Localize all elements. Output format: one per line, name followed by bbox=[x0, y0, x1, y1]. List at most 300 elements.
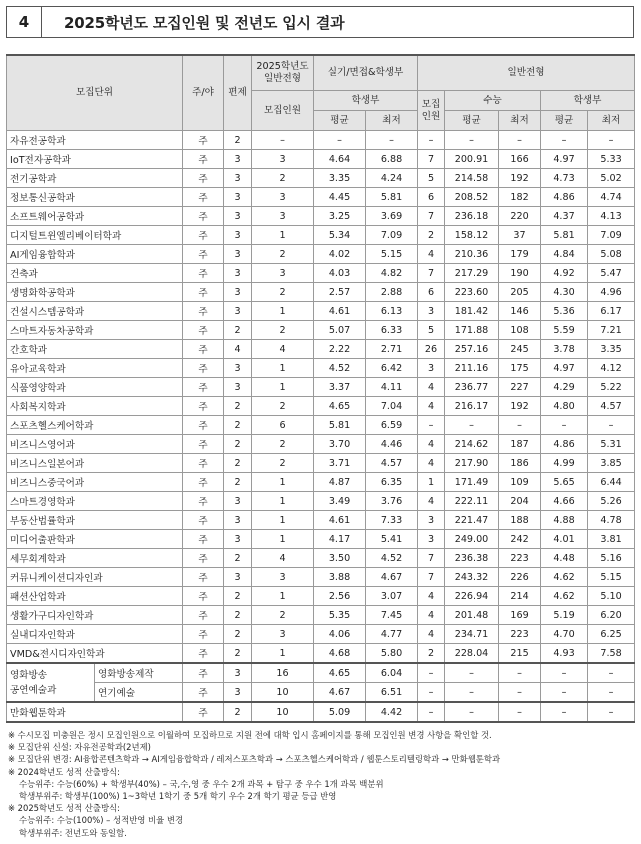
transfer: 3 bbox=[224, 188, 252, 207]
table-row bbox=[7, 321, 635, 340]
plan-count: 1 bbox=[252, 378, 314, 397]
header-min: 최저 bbox=[366, 111, 418, 131]
general-count: 4 bbox=[418, 587, 445, 606]
transfer: 4 bbox=[224, 340, 252, 359]
header-practical-record: 학생부 bbox=[314, 91, 418, 111]
day-night: 주 bbox=[183, 625, 224, 644]
record-avg: 4.84 bbox=[541, 245, 588, 264]
record-min: 7.09 bbox=[588, 226, 635, 245]
record-avg: 4.93 bbox=[541, 644, 588, 664]
unit-name: 비즈니스일본어과 bbox=[7, 454, 183, 473]
table-row bbox=[7, 226, 635, 245]
header-general-count: 모집 인원 bbox=[418, 91, 445, 131]
transfer: 3 bbox=[224, 169, 252, 188]
footnote-line: 학생부위주: 학생부(100%) 1~3학년 1학기 중 5개 학기 우수 2개 학기 평균 등급 반영 bbox=[19, 791, 337, 802]
day-night: 주 bbox=[183, 131, 224, 150]
transfer: 2 bbox=[224, 473, 252, 492]
practical-min: 6.51 bbox=[366, 683, 418, 703]
suneung-avg: 226.94 bbox=[445, 587, 499, 606]
transfer: 3 bbox=[224, 226, 252, 245]
day-night: 주 bbox=[183, 606, 224, 625]
table-row bbox=[7, 587, 635, 606]
day-night: 주 bbox=[183, 340, 224, 359]
suneung-min: 205 bbox=[499, 283, 541, 302]
practical-min: 4.82 bbox=[366, 264, 418, 283]
record-min: – bbox=[588, 663, 635, 683]
practical-avg: 3.71 bbox=[314, 454, 366, 473]
suneung-avg: 200.91 bbox=[445, 150, 499, 169]
table-row bbox=[7, 568, 635, 587]
header-min: 최저 bbox=[588, 111, 635, 131]
general-count: 4 bbox=[418, 245, 445, 264]
record-min: 3.35 bbox=[588, 340, 635, 359]
practical-min: 7.45 bbox=[366, 606, 418, 625]
unit-name: 부동산법률학과 bbox=[7, 511, 183, 530]
practical-avg: 5.09 bbox=[314, 702, 366, 722]
suneung-min: 182 bbox=[499, 188, 541, 207]
footnotes bbox=[8, 729, 634, 839]
suneung-min: 192 bbox=[499, 397, 541, 416]
suneung-min: 179 bbox=[499, 245, 541, 264]
record-avg: 5.59 bbox=[541, 321, 588, 340]
day-night: 주 bbox=[183, 283, 224, 302]
plan-count: 4 bbox=[252, 549, 314, 568]
table-row bbox=[7, 245, 635, 264]
unit-name: 비즈니스중국어과 bbox=[7, 473, 183, 492]
practical-min: 6.13 bbox=[366, 302, 418, 321]
unit-name: 전기공학과 bbox=[7, 169, 183, 188]
record-avg: 5.36 bbox=[541, 302, 588, 321]
table-row bbox=[7, 264, 635, 283]
footnote-line: ※ 모집단위 변경: AI융합콘텐츠학과 → AI게임융합학과 / 레저스포츠학과 → 스포츠헬스케어학과 / 웹툰스토리텔링학과 → 만화웹툰학과 bbox=[8, 754, 501, 765]
header-transfer: 편제 bbox=[224, 55, 252, 131]
plan-count: 1 bbox=[252, 302, 314, 321]
suneung-min: – bbox=[499, 683, 541, 703]
suneung-min: 214 bbox=[499, 587, 541, 606]
suneung-avg: 243.32 bbox=[445, 568, 499, 587]
practical-min: 6.04 bbox=[366, 663, 418, 683]
transfer: 3 bbox=[224, 359, 252, 378]
general-count: 1 bbox=[418, 473, 445, 492]
plan-count: 6 bbox=[252, 416, 314, 435]
header-min: 최저 bbox=[499, 111, 541, 131]
transfer: 3 bbox=[224, 663, 252, 683]
record-min: 5.02 bbox=[588, 169, 635, 188]
suneung-min: 175 bbox=[499, 359, 541, 378]
practical-avg: 4.87 bbox=[314, 473, 366, 492]
footnote-line: ※ 2024학년도 성적 산출방식: bbox=[8, 766, 120, 777]
plan-count: 3 bbox=[252, 568, 314, 587]
suneung-avg: 236.77 bbox=[445, 378, 499, 397]
record-avg: 4.88 bbox=[541, 511, 588, 530]
practical-min: 6.59 bbox=[366, 416, 418, 435]
practical-avg: 5.07 bbox=[314, 321, 366, 340]
general-count: – bbox=[418, 416, 445, 435]
record-avg: 4.66 bbox=[541, 492, 588, 511]
record-min: 4.96 bbox=[588, 283, 635, 302]
suneung-avg: – bbox=[445, 663, 499, 683]
record-avg: 4.70 bbox=[541, 625, 588, 644]
unit-name: 자유전공학과 bbox=[7, 131, 183, 150]
table-row bbox=[7, 663, 635, 683]
suneung-avg: 249.00 bbox=[445, 530, 499, 549]
transfer: 3 bbox=[224, 568, 252, 587]
plan-count: 4 bbox=[252, 340, 314, 359]
transfer: 2 bbox=[224, 625, 252, 644]
day-night: 주 bbox=[183, 549, 224, 568]
suneung-avg: – bbox=[445, 683, 499, 703]
unit-name bbox=[7, 663, 95, 702]
unit-name-line1: 영화방송 bbox=[10, 669, 48, 681]
day-night: 주 bbox=[183, 568, 224, 587]
suneung-min: 186 bbox=[499, 454, 541, 473]
suneung-min: 220 bbox=[499, 207, 541, 226]
record-avg: 4.86 bbox=[541, 435, 588, 454]
plan-count: 3 bbox=[252, 625, 314, 644]
unit-name: 간호학과 bbox=[7, 340, 183, 359]
unit-name: 생명화학공학과 bbox=[7, 283, 183, 302]
practical-min: 3.76 bbox=[366, 492, 418, 511]
practical-min: 3.69 bbox=[366, 207, 418, 226]
record-min: 6.44 bbox=[588, 473, 635, 492]
suneung-min: 204 bbox=[499, 492, 541, 511]
practical-avg: 4.03 bbox=[314, 264, 366, 283]
record-avg: 4.97 bbox=[541, 150, 588, 169]
unit-name: 건설시스템공학과 bbox=[7, 302, 183, 321]
general-count: 26 bbox=[418, 340, 445, 359]
transfer: 2 bbox=[224, 702, 252, 722]
practical-avg: 4.68 bbox=[314, 644, 366, 664]
header-avg: 평균 bbox=[314, 111, 366, 131]
day-night: 주 bbox=[183, 378, 224, 397]
suneung-avg: 234.71 bbox=[445, 625, 499, 644]
plan-count: 1 bbox=[252, 511, 314, 530]
practical-avg: 2.57 bbox=[314, 283, 366, 302]
general-count: 7 bbox=[418, 150, 445, 169]
unit-name: 세무회계학과 bbox=[7, 549, 183, 568]
page-header bbox=[6, 6, 634, 40]
practical-min: 2.71 bbox=[366, 340, 418, 359]
general-count: 7 bbox=[418, 549, 445, 568]
practical-avg: 3.49 bbox=[314, 492, 366, 511]
transfer: 2 bbox=[224, 454, 252, 473]
suneung-min: 192 bbox=[499, 169, 541, 188]
practical-avg: 4.65 bbox=[314, 397, 366, 416]
record-avg: 4.73 bbox=[541, 169, 588, 188]
unit-name: 생활가구디자인학과 bbox=[7, 606, 183, 625]
record-avg: – bbox=[541, 702, 588, 722]
plan-count: 2 bbox=[252, 283, 314, 302]
transfer: 2 bbox=[224, 321, 252, 340]
record-min: 4.78 bbox=[588, 511, 635, 530]
transfer: 3 bbox=[224, 245, 252, 264]
plan-count: 1 bbox=[252, 492, 314, 511]
admission-results-table bbox=[6, 54, 635, 723]
suneung-avg: 171.49 bbox=[445, 473, 499, 492]
suneung-avg: 211.16 bbox=[445, 359, 499, 378]
day-night: 주 bbox=[183, 321, 224, 340]
practical-min: 4.52 bbox=[366, 549, 418, 568]
unit-name: 비즈니스영어과 bbox=[7, 435, 183, 454]
table-row bbox=[7, 150, 635, 169]
transfer: 2 bbox=[224, 131, 252, 150]
suneung-min: 188 bbox=[499, 511, 541, 530]
plan-count: 2 bbox=[252, 454, 314, 473]
transfer: 2 bbox=[224, 397, 252, 416]
transfer: 3 bbox=[224, 511, 252, 530]
practical-min: 4.46 bbox=[366, 435, 418, 454]
general-count: 6 bbox=[418, 283, 445, 302]
record-min: – bbox=[588, 683, 635, 703]
record-avg: 3.78 bbox=[541, 340, 588, 359]
table-row bbox=[7, 435, 635, 454]
suneung-min: 223 bbox=[499, 549, 541, 568]
record-min: 5.15 bbox=[588, 568, 635, 587]
general-count: 7 bbox=[418, 568, 445, 587]
record-min: – bbox=[588, 131, 635, 150]
transfer: 3 bbox=[224, 302, 252, 321]
record-min: 4.57 bbox=[588, 397, 635, 416]
unit-name: 정보통신공학과 bbox=[7, 188, 183, 207]
general-count: 3 bbox=[418, 302, 445, 321]
table-row bbox=[7, 511, 635, 530]
footnote-line: ※ 모집단위 신설: 자유전공학과(2년제) bbox=[8, 742, 151, 753]
record-avg: – bbox=[541, 131, 588, 150]
practical-min: 6.42 bbox=[366, 359, 418, 378]
transfer: 2 bbox=[224, 416, 252, 435]
suneung-avg: 216.17 bbox=[445, 397, 499, 416]
unit-name: 패션산업학과 bbox=[7, 587, 183, 606]
record-avg: 5.65 bbox=[541, 473, 588, 492]
plan-count: 2 bbox=[252, 169, 314, 188]
header-practical: 실기/면접&학생부 bbox=[314, 55, 418, 91]
general-count: 7 bbox=[418, 207, 445, 226]
day-night: 주 bbox=[183, 397, 224, 416]
day-night: 주 bbox=[183, 435, 224, 454]
suneung-min: 190 bbox=[499, 264, 541, 283]
suneung-min: 245 bbox=[499, 340, 541, 359]
practical-avg: 2.56 bbox=[314, 587, 366, 606]
table-row bbox=[7, 625, 635, 644]
suneung-avg: 217.90 bbox=[445, 454, 499, 473]
suneung-avg: – bbox=[445, 131, 499, 150]
suneung-avg: – bbox=[445, 416, 499, 435]
day-night: 주 bbox=[183, 264, 224, 283]
suneung-min: 226 bbox=[499, 568, 541, 587]
practical-avg: 4.61 bbox=[314, 302, 366, 321]
plan-count: 2 bbox=[252, 245, 314, 264]
general-count: 4 bbox=[418, 397, 445, 416]
transfer: 2 bbox=[224, 435, 252, 454]
unit-name: 스마트자동차공학과 bbox=[7, 321, 183, 340]
suneung-min: – bbox=[499, 663, 541, 683]
transfer: 3 bbox=[224, 150, 252, 169]
suneung-min: 169 bbox=[499, 606, 541, 625]
general-count: 2 bbox=[418, 226, 445, 245]
table-row bbox=[7, 302, 635, 321]
header-plan-2025: 2025학년도 일반전형 bbox=[252, 55, 314, 91]
header-day-night: 주/야 bbox=[183, 55, 224, 131]
day-night: 주 bbox=[183, 226, 224, 245]
table-row bbox=[7, 473, 635, 492]
practical-min: 5.80 bbox=[366, 644, 418, 664]
general-count: 4 bbox=[418, 492, 445, 511]
practical-avg: 5.34 bbox=[314, 226, 366, 245]
practical-min: 3.07 bbox=[366, 587, 418, 606]
general-count: 4 bbox=[418, 625, 445, 644]
unit-name: 스마트경영학과 bbox=[7, 492, 183, 511]
transfer: 2 bbox=[224, 587, 252, 606]
day-night: 주 bbox=[183, 150, 224, 169]
record-min: 5.47 bbox=[588, 264, 635, 283]
record-min: 5.10 bbox=[588, 587, 635, 606]
practical-min: 2.88 bbox=[366, 283, 418, 302]
table-row bbox=[7, 549, 635, 568]
plan-count: 1 bbox=[252, 359, 314, 378]
record-min: 5.33 bbox=[588, 150, 635, 169]
table-row bbox=[7, 378, 635, 397]
suneung-avg: 158.12 bbox=[445, 226, 499, 245]
suneung-avg: 236.38 bbox=[445, 549, 499, 568]
general-count: 5 bbox=[418, 169, 445, 188]
suneung-min: 242 bbox=[499, 530, 541, 549]
record-min: 5.08 bbox=[588, 245, 635, 264]
transfer: 2 bbox=[224, 606, 252, 625]
plan-count: 3 bbox=[252, 150, 314, 169]
general-count: – bbox=[418, 131, 445, 150]
record-min: 4.13 bbox=[588, 207, 635, 226]
plan-count: 1 bbox=[252, 473, 314, 492]
suneung-min: – bbox=[499, 416, 541, 435]
plan-count: 2 bbox=[252, 606, 314, 625]
practical-min: 7.33 bbox=[366, 511, 418, 530]
practical-avg: 3.37 bbox=[314, 378, 366, 397]
suneung-min: 187 bbox=[499, 435, 541, 454]
plan-count: 16 bbox=[252, 663, 314, 683]
day-night: 주 bbox=[183, 302, 224, 321]
unit-name: VMD&전시디자인학과 bbox=[7, 644, 183, 664]
record-avg: 4.62 bbox=[541, 587, 588, 606]
suneung-min: 227 bbox=[499, 378, 541, 397]
footnote-line: 학생부위주: 전년도와 동일함. bbox=[19, 827, 127, 838]
header-plan-count: 모집인원 bbox=[252, 91, 314, 131]
practical-avg: 4.61 bbox=[314, 511, 366, 530]
record-avg: 4.37 bbox=[541, 207, 588, 226]
plan-count: 1 bbox=[252, 644, 314, 664]
table-row bbox=[7, 492, 635, 511]
day-night: 주 bbox=[183, 416, 224, 435]
general-count: 3 bbox=[418, 530, 445, 549]
unit-name: 커뮤니케이션디자인과 bbox=[7, 568, 183, 587]
transfer: 3 bbox=[224, 530, 252, 549]
record-min: – bbox=[588, 702, 635, 722]
general-count: 6 bbox=[418, 188, 445, 207]
day-night: 주 bbox=[183, 511, 224, 530]
record-avg: – bbox=[541, 683, 588, 703]
record-avg: 4.92 bbox=[541, 264, 588, 283]
practical-avg: – bbox=[314, 131, 366, 150]
suneung-avg: 208.52 bbox=[445, 188, 499, 207]
general-count: 2 bbox=[418, 644, 445, 664]
practical-avg: 4.64 bbox=[314, 150, 366, 169]
unit-name: 실내디자인학과 bbox=[7, 625, 183, 644]
suneung-min: 37 bbox=[499, 226, 541, 245]
record-min: 5.22 bbox=[588, 378, 635, 397]
practical-min: 4.57 bbox=[366, 454, 418, 473]
suneung-avg: 181.42 bbox=[445, 302, 499, 321]
suneung-avg: – bbox=[445, 702, 499, 722]
unit-name: AI게임융합학과 bbox=[7, 245, 183, 264]
practical-avg: 4.45 bbox=[314, 188, 366, 207]
record-min: 5.31 bbox=[588, 435, 635, 454]
record-avg: – bbox=[541, 663, 588, 683]
plan-count: – bbox=[252, 131, 314, 150]
table-row bbox=[7, 283, 635, 302]
unit-name: 사회복지학과 bbox=[7, 397, 183, 416]
suneung-avg: 214.58 bbox=[445, 169, 499, 188]
record-min: 6.20 bbox=[588, 606, 635, 625]
table-row bbox=[7, 397, 635, 416]
table-body bbox=[7, 131, 635, 723]
record-min: 7.58 bbox=[588, 644, 635, 664]
plan-count: 3 bbox=[252, 264, 314, 283]
practical-min: 6.35 bbox=[366, 473, 418, 492]
day-night: 주 bbox=[183, 454, 224, 473]
table-row bbox=[7, 131, 635, 150]
day-night: 주 bbox=[183, 245, 224, 264]
day-night: 주 bbox=[183, 683, 224, 703]
record-avg: 4.01 bbox=[541, 530, 588, 549]
plan-count: 2 bbox=[252, 397, 314, 416]
unit-name: 스포츠헬스케어학과 bbox=[7, 416, 183, 435]
practical-avg: 3.25 bbox=[314, 207, 366, 226]
plan-count: 3 bbox=[252, 207, 314, 226]
suneung-avg: 210.36 bbox=[445, 245, 499, 264]
record-avg: 4.99 bbox=[541, 454, 588, 473]
practical-avg: 5.81 bbox=[314, 416, 366, 435]
suneung-min: 146 bbox=[499, 302, 541, 321]
general-count: – bbox=[418, 702, 445, 722]
unit-name: IoT전자공학과 bbox=[7, 150, 183, 169]
suneung-avg: 217.29 bbox=[445, 264, 499, 283]
table-row bbox=[7, 207, 635, 226]
practical-avg: 3.70 bbox=[314, 435, 366, 454]
record-avg: 4.48 bbox=[541, 549, 588, 568]
general-count: 3 bbox=[418, 511, 445, 530]
day-night: 주 bbox=[183, 207, 224, 226]
suneung-avg: 221.47 bbox=[445, 511, 499, 530]
record-avg: 4.62 bbox=[541, 568, 588, 587]
unit-name: 미디어출판학과 bbox=[7, 530, 183, 549]
suneung-min: 108 bbox=[499, 321, 541, 340]
transfer: 3 bbox=[224, 207, 252, 226]
header-general: 일반전형 bbox=[418, 55, 635, 91]
header-avg: 평균 bbox=[445, 111, 499, 131]
table-row bbox=[7, 702, 635, 722]
unit-name: 건축과 bbox=[7, 264, 183, 283]
transfer: 3 bbox=[224, 264, 252, 283]
day-night: 주 bbox=[183, 473, 224, 492]
practical-avg: 4.67 bbox=[314, 683, 366, 703]
record-min: 4.12 bbox=[588, 359, 635, 378]
table-row bbox=[7, 169, 635, 188]
unit-name: 만화웹툰학과 bbox=[7, 702, 183, 722]
sub-unit: 영화방송제작 bbox=[95, 663, 183, 683]
record-min: 5.16 bbox=[588, 549, 635, 568]
day-night: 주 bbox=[183, 587, 224, 606]
practical-min: 5.15 bbox=[366, 245, 418, 264]
table-row bbox=[7, 454, 635, 473]
